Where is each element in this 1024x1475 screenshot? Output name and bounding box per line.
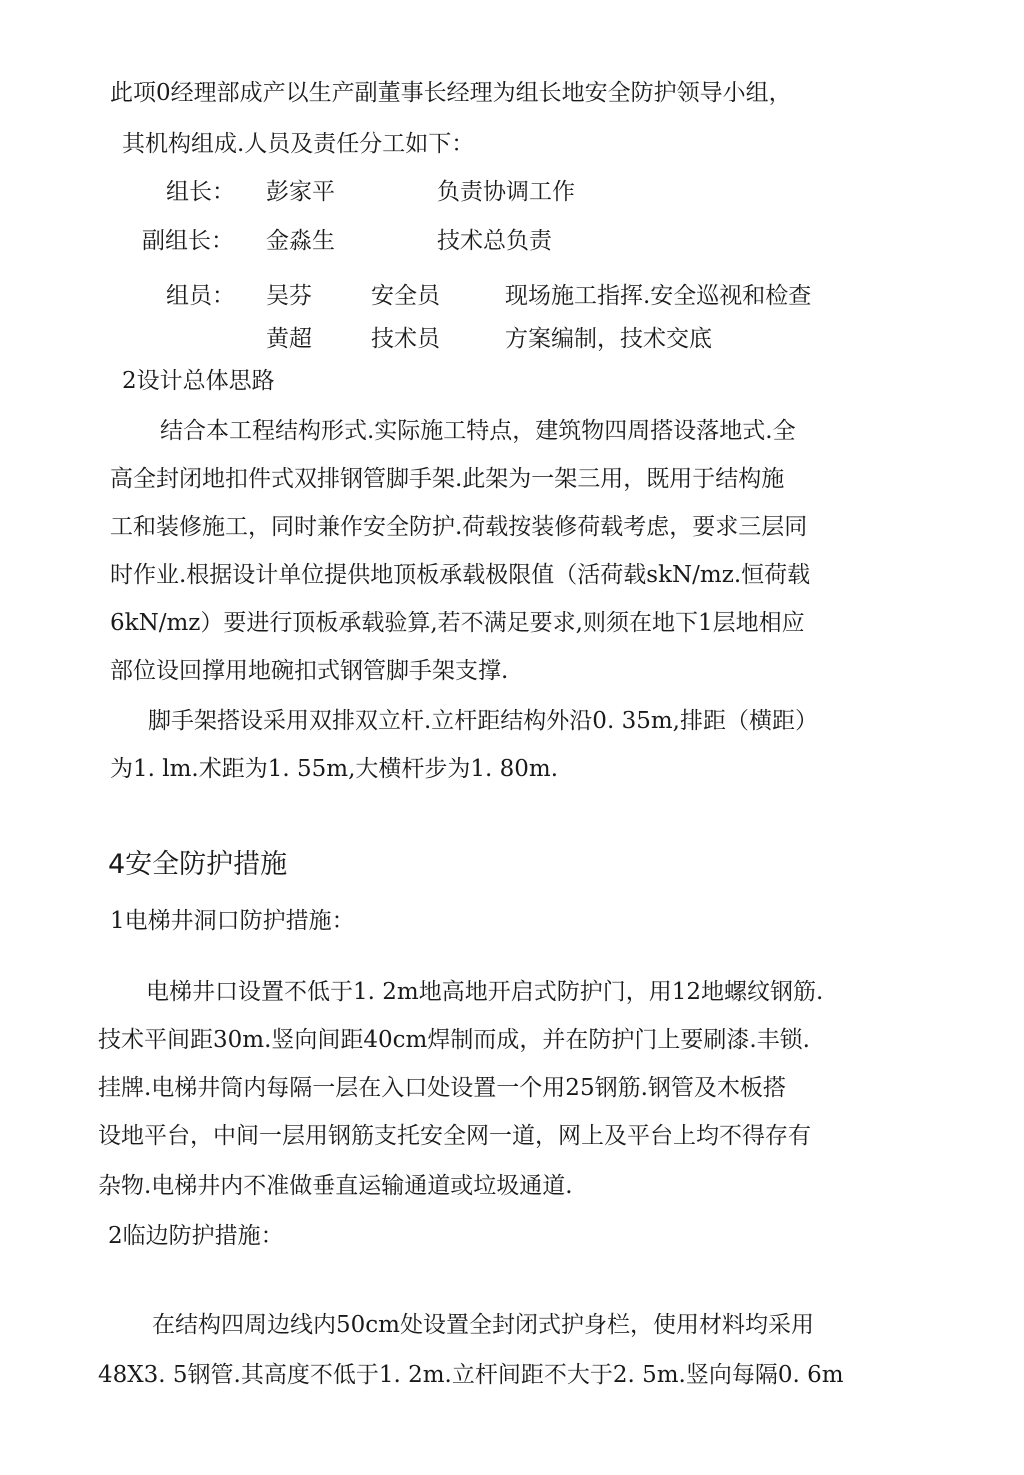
role-deputy: 副组长： [142, 228, 234, 254]
paragraph-line: 杂物.电梯井内不准做垂直运输通道或垃圾通道. [98, 1173, 573, 1199]
paragraph-line: 技术平间距30m.竖向间距40cm焊制而成，并在防护门上要刷漆.丰锁. [98, 1027, 810, 1053]
intro-line-1: 此项0经理部成产以生产副董事长经理为组长地安全防护领导小组， [110, 80, 792, 106]
paragraph-line: 时作业.根据设计单位提供地顶板承载极限值（活荷载skN/mz.恒荷载 [110, 562, 811, 588]
name-leader: 彭家平 [266, 179, 335, 205]
paragraph-line: 48X3. 5钢管.其高度不低于1. 2m.立杆间距不大于2. 5m.竖向每隔0. 6m [98, 1362, 844, 1388]
paragraph-line: 为1. lm.术距为1. 55m,大横杆步为1. 80m. [110, 756, 559, 782]
paragraph-line: 结合本工程结构形式.实际施工特点，建筑物四周搭设落地式.全 [160, 418, 796, 444]
member-duty: 方案编制，技术交底 [505, 326, 712, 352]
paragraph-line: 脚手架搭设采用双排双立杆.立杆距结构外沿0. 35m,排距（横距） [148, 708, 818, 734]
paragraph-line: 在结构四周边线内50cm处设置全封闭式护身栏，使用材料均采用 [152, 1312, 814, 1338]
section-4-heading: 4安全防护措施 [108, 849, 288, 880]
subsection-2-heading: 2临边防护措施： [108, 1223, 284, 1249]
section-2-heading: 2设计总体思路 [122, 368, 275, 394]
duty-leader: 负责协调工作 [437, 179, 575, 205]
member-name: 黄超 [266, 326, 312, 352]
paragraph-line: 工和装修施工，同时兼作安全防护.荷载按装修荷载考虑，要求三层同 [110, 514, 808, 540]
duty-deputy: 技术总负责 [437, 228, 552, 254]
intro-line-2: 其机构组成.人员及责任分工如下： [122, 131, 475, 157]
subsection-1-heading: 1电梯井洞口防护措施： [110, 908, 355, 934]
paragraph-line: 部位设回撑用地碗扣式钢管脚手架支撑. [110, 658, 509, 684]
member-duty: 现场施工指挥.安全巡视和检查 [505, 283, 812, 309]
paragraph-line: 6kN/mz）要进行顶板承载验算,若不满足要求,则须在地下1层地相应 [110, 610, 805, 636]
paragraph-line: 挂牌.电梯井筒内每隔一层在入口处设置一个用25钢筋.钢管及木板搭 [98, 1075, 786, 1101]
role-members: 组员： [166, 283, 235, 309]
paragraph-line: 设地平台，中间一层用钢筋支托安全网一道，网上及平台上均不得存有 [98, 1123, 811, 1149]
member-name: 吴芬 [266, 283, 312, 309]
member-title: 安全员 [371, 283, 440, 309]
member-title: 技术员 [371, 326, 440, 352]
paragraph-line: 电梯井口设置不低于1. 2m地高地开启式防护门，用12地螺纹钢筋. [146, 979, 824, 1005]
role-leader: 组长： [166, 179, 235, 205]
paragraph-line: 高全封闭地扣件式双排钢管脚手架.此架为一架三用，既用于结构施 [110, 466, 785, 492]
name-deputy: 金淼生 [266, 228, 335, 254]
